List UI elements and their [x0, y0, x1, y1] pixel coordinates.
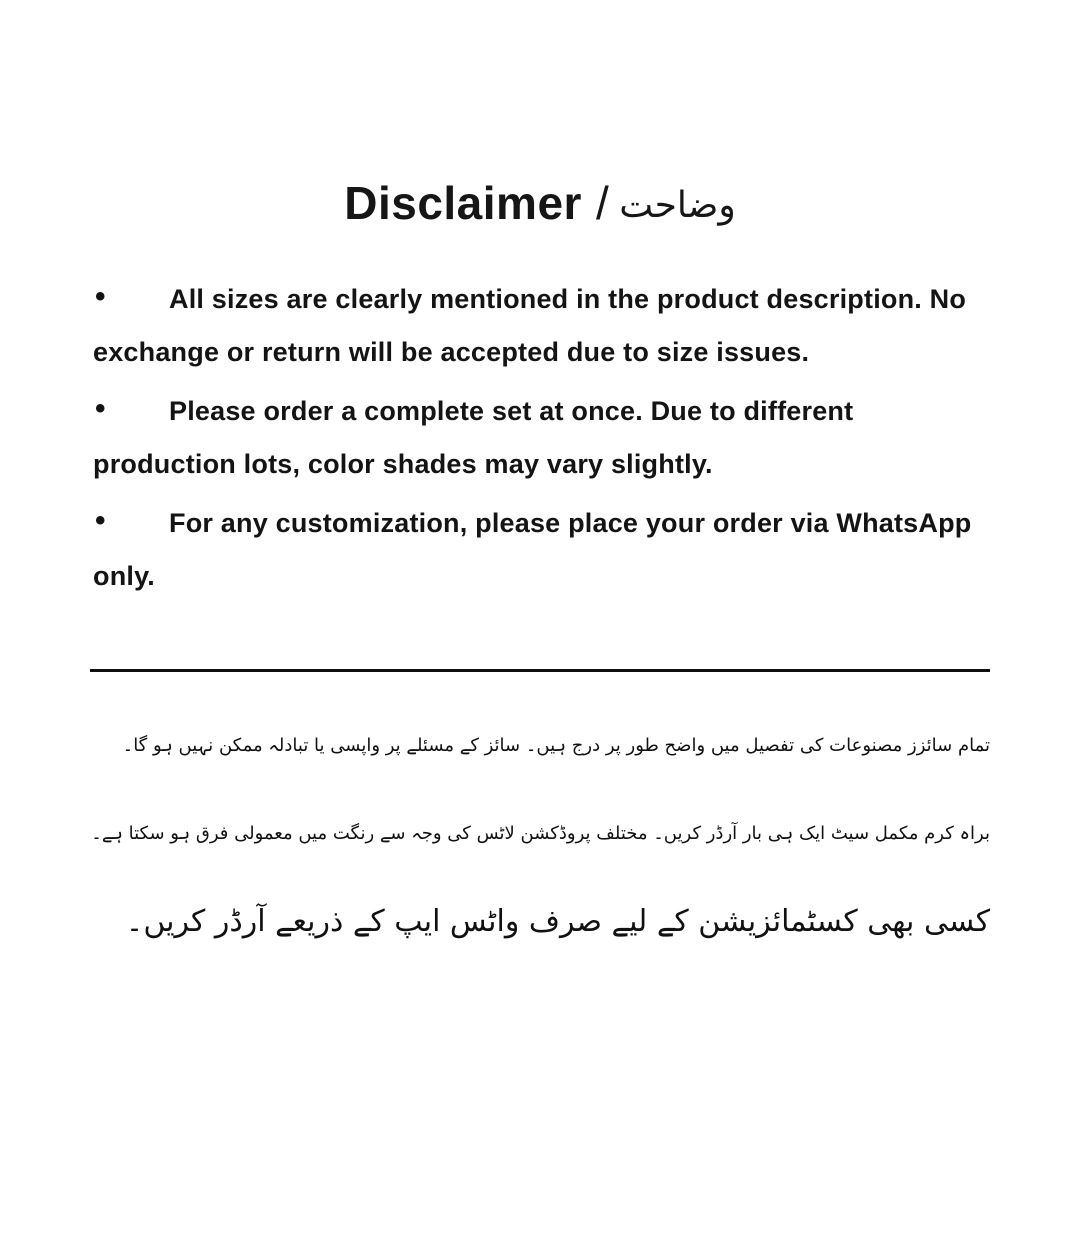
title-english: Disclaimer	[344, 177, 582, 229]
terms-list	[93, 273, 988, 603]
urdu-line-customization: کسی بھی کسٹمائزیشن کے لیے صرف واٹس ایپ کے ذریعے آرڈر کریں۔	[125, 904, 990, 940]
term-text-sizes: All sizes are clearly mentioned in the product description. No exchange or return will be accepted due to size issues.	[93, 284, 967, 368]
title-separator: /	[595, 177, 610, 229]
bullet-icon: •	[95, 280, 106, 314]
bullet-icon: •	[95, 504, 106, 538]
title-urdu: وضاحت	[619, 185, 736, 226]
disclaimer-page	[0, 176, 1080, 1256]
term-item-complete-set	[93, 385, 988, 491]
urdu-line-sizes: تمام سائزز مصنوعات کی تفصیل میں واضح طور پر درج ہیں۔ سائز کے مسئلے پر واپسی یا تبادلہ ممکن نہیں ہو گا۔	[122, 735, 990, 757]
bullet-icon: •	[95, 392, 106, 426]
section-divider	[90, 669, 990, 672]
page-title	[0, 176, 1080, 231]
term-item-customization	[93, 497, 988, 603]
term-text-customization: For any customization, please place your order via WhatsApp only.	[93, 508, 972, 592]
term-item-sizes	[93, 273, 988, 379]
term-text-complete-set: Please order a complete set at once. Due to different production lots, color shades may vary slightly.	[93, 396, 854, 480]
urdu-terms-section	[90, 716, 990, 952]
urdu-line-complete-set: براہ کرم مکمل سیٹ ایک ہی بار آرڈر کریں۔ مختلف پروڈکشن لاٹس کی وجہ سے رنگت میں معمولی فرق ہو سکتا ہے۔	[91, 823, 990, 845]
